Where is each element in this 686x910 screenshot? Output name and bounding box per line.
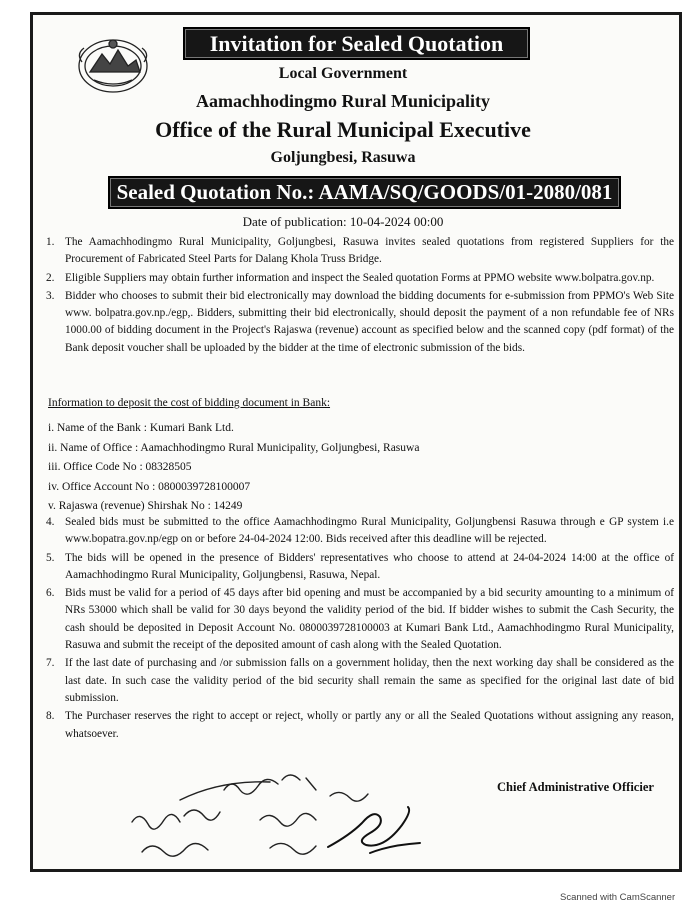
- title-banner: Invitation for Sealed Quotation: [183, 27, 530, 60]
- bank-info-line: iii. Office Code No : 08328505: [48, 461, 192, 474]
- bank-info-line: ii. Name of Office : Aamachhodingmo Rural Municipality, Goljungbesi, Rasuwa: [48, 441, 420, 454]
- clause-number: 2.: [46, 271, 55, 284]
- chief-administrative-officer-signoff: Chief Administrative Officier: [497, 780, 654, 794]
- location-heading: Goljungbesi, Rasuwa: [270, 149, 416, 166]
- clause-text: If the last date of purchasing and /or submission falls on a government holiday, then the next working day shall be considered as the last date. In such case the validity period of the bid security shall remain the same as specified for the original last date of bid submission.: [65, 657, 674, 704]
- office-heading: Office of the Rural Municipal Executive: [155, 117, 531, 142]
- clause-item: [46, 270, 674, 287]
- clause-text: The Purchaser reserves the right to accept or reject, wholly or partly any or all the Sealed Quotations without assigning any reason, whatsoever.: [65, 710, 674, 740]
- clause-number: 1.: [46, 236, 55, 248]
- clause-item: [46, 514, 674, 549]
- clause-number: 4.: [46, 516, 55, 528]
- clause-text: Eligible Suppliers may obtain further information and inspect the Sealed quotation Forms at PPMO website www.bolpatra.gov.np.: [65, 271, 655, 284]
- clause-item: [46, 550, 674, 585]
- bank-info-line: v. Rajaswa (revenue) Shirshak No : 14249: [48, 500, 243, 513]
- bank-info-line: iv. Office Account No : 0800039728100007: [48, 480, 251, 493]
- bank-info-list: [48, 419, 419, 517]
- clause-number: 7.: [46, 657, 55, 670]
- clause-item: [46, 288, 674, 357]
- clause-number: 8.: [46, 710, 55, 723]
- bank-info-line: i. Name of the Bank : Kumari Bank Ltd.: [48, 422, 234, 434]
- nepal-emblem-icon: [70, 32, 156, 96]
- clause-text: Sealed bids must be submitted to the office Aamachhodingmo Rural Municipality, Goljungbensi Rasuwa through e GP system i.e www.bopatra.gov.np/egp on or before 24-04-2024 12:00. Bids received after this deadline will be rejected.: [65, 516, 674, 546]
- clause-number: 3.: [46, 289, 55, 302]
- quotation-number-banner: Sealed Quotation No.: AAMA/SQ/GOODS/01-2080/081: [108, 176, 621, 209]
- clause-number: 6.: [46, 587, 55, 600]
- clause-text: Bidder who chooses to submit their bid electronically may download the bidding documents for e-submission from PPMO's Web Site www. bolpatra.gov.np./egp,. Bidders, submitting their bid electronically, should deposit the payment of a non refundable fee of NRs 1000.00 of bidding document in the Project's Rajaswa (revenue) account as specified below and the scanned copy (pdf format) of the Bank deposit voucher shall be uploaded by the bidder at the time of electronic submission of the bids.: [65, 289, 674, 354]
- local-government-heading: Local Government: [278, 65, 408, 82]
- clause-item: [46, 655, 674, 707]
- officer-signature-image: [320, 795, 430, 860]
- clause-number: 5.: [46, 551, 55, 564]
- bank-info-heading: Information to deposit the cost of bidding document in Bank:: [48, 397, 331, 409]
- clauses-top: [46, 234, 674, 358]
- clause-item: [46, 585, 674, 654]
- municipality-heading: Aamachhodingmo Rural Municipality: [195, 91, 491, 111]
- clause-text: The bids will be opened in the presence of Bidders' representatives who choose to attend at 24-04-2024 14:00 at the office of Aamachhodingmo Rural Municipality, Goljungbensi, Rasuwa, Nepal.: [65, 551, 674, 581]
- clause-item: [46, 708, 674, 743]
- clause-item: [46, 234, 674, 269]
- clauses-bottom: [46, 514, 674, 744]
- clause-text: The Aamachhodingmo Rural Municipality, Goljungbesi, Rasuwa invites sealed quotations from registered Suppliers for the Procurement of Fabricated Steel Parts for Dalang Khola Truss Bridge.: [65, 236, 674, 266]
- clause-text: Bids must be valid for a period of 45 days after bid opening and must be accompanied by a bid security amounting to a minimum of NRs 53000 which shall be valid for 30 days beyond the validity period of the bid. If bidder wishes to submit the Cash Security, the cash should be deposited in Deposit Account No. 0800039728100003 at Kumari Bank Ltd., Aamachhodingmo Rural Municipality, Rasuwa and submit the receipt of the deposited amount of cash along with the Sealed Quotation.: [65, 587, 674, 652]
- publication-date: Date of publication: 10-04-2024 00:00: [242, 214, 444, 229]
- scanner-watermark: Scanned with CamScanner: [560, 892, 676, 903]
